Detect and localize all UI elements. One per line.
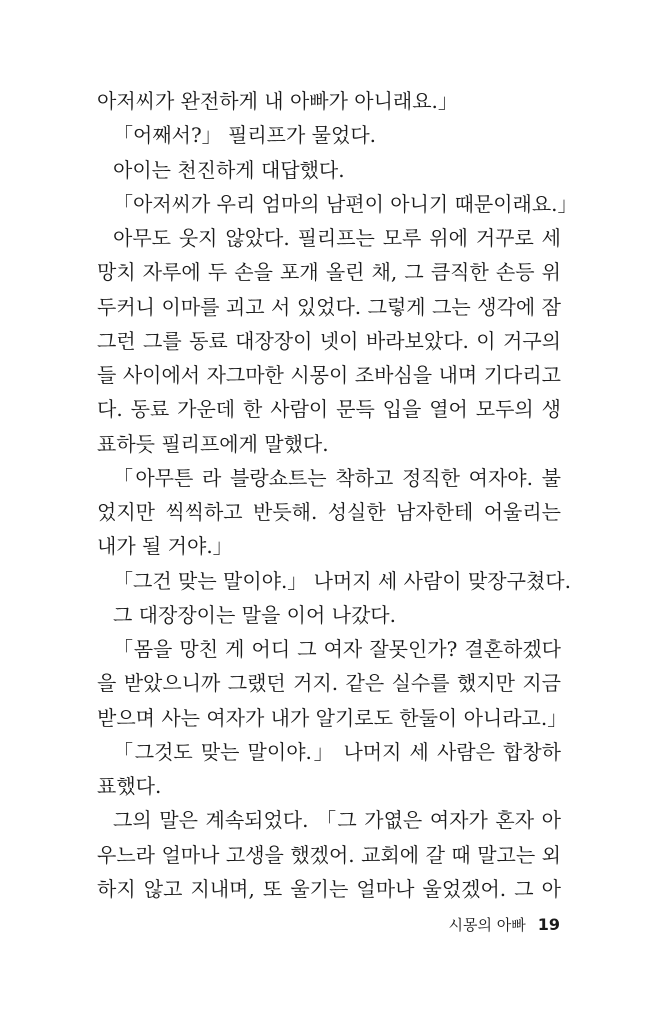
text-line: 「아저씨가 우리 엄마의 남편이 아니기 때문이래요.」	[113, 191, 578, 216]
text-line: 우느라 얼마나 고생을 했겠어. 교회에 갈 때 말고는 외	[97, 842, 561, 867]
text-line: 을 받았으니까 그랬던 거지. 같은 실수를 했지만 지금	[97, 671, 561, 696]
text-line: 「어째서?」 필리프가 물었다.	[113, 123, 376, 148]
text-line: 아저씨가 완전하게 내 아빠가 아니래요.」	[97, 89, 458, 113]
text-line: 두커니 이마를 괴고 서 있었다. 그렇게 그는 생각에 잠	[97, 294, 561, 319]
text-line: 표했다.	[97, 774, 162, 798]
text-line: 망치 자루에 두 손을 포개 올린 채, 그 큼직한 손등 위	[97, 260, 561, 285]
body-text	[97, 84, 578, 906]
text-line: 내가 될 거야.」	[97, 534, 233, 559]
text-line: 받으며 사는 여자가 내가 알기로도 한둘이 아니라고.」	[97, 705, 568, 730]
text-line: 그 대장장이는 말을 이어 나갔다.	[113, 602, 396, 627]
text-line: 다. 동료 가운데 한 사람이 문득 입을 열어 모두의 생	[97, 397, 561, 422]
text-line: 표하듯 필리프에게 말했다.	[97, 431, 329, 456]
running-title: 시몽의 아빠	[448, 916, 526, 934]
text-line: 하지 않고 지내며, 또 울기는 얼마나 울었겠어. 그 아	[97, 876, 561, 901]
text-line: 그런 그를 동료 대장장이 넷이 바라보았다. 이 거구의	[97, 328, 561, 353]
text-line: 아무도 웃지 않았다. 필리프는 모루 위에 거꾸로 세	[113, 226, 561, 250]
text-line: 아이는 천진하게 대답했다.	[113, 157, 345, 182]
text-line: 「아무튼 라 블랑쇼트는 착하고 정직한 여자야. 불	[113, 465, 561, 490]
text-line: 「그건 맞는 말이야.」 나머지 세 사람이 맞장구쳤다.	[113, 568, 571, 593]
text-line: 들 사이에서 자그마한 시몽이 조바심을 내며 기다리고	[97, 363, 561, 387]
text-line: 었지만 씩씩하고 반듯해. 성실한 남자한테 어울리는	[97, 500, 561, 524]
page-number: 19	[537, 915, 560, 934]
text-line: 그의 말은 계속되었다. 「그 가엾은 여자가 혼자 아	[113, 808, 561, 833]
page-footer	[449, 914, 560, 935]
text-line: 「몸을 망친 게 어디 그 여자 잘못인가? 결혼하겠다	[113, 637, 561, 661]
text-line: 「그것도 맞는 말이야.」 나머지 세 사람은 합창하	[113, 739, 561, 764]
